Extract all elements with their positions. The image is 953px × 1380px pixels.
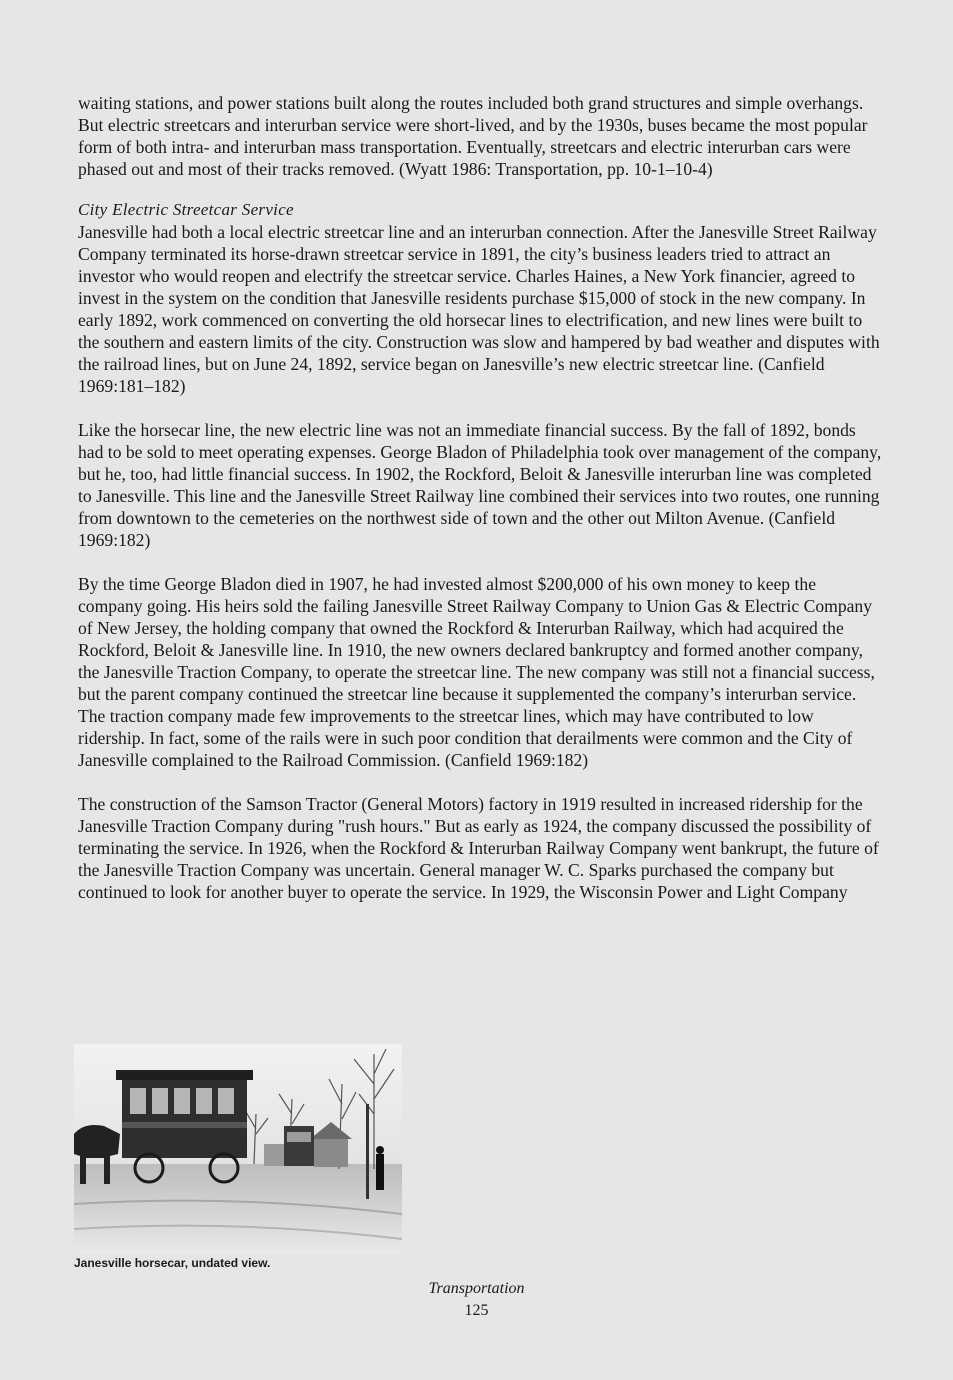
paragraph-3: By the time George Bladon died in 1907, he had invested almost $200,000 of his own money to keep the company going. His heirs sold the failing Janesville Street Railway Company to Union Gas & Electric Company of New Jersey, the holding company that owned the Rockford & Interurban Railway, which had acquired the Rockford, Beloit & Janesville line. In 1910, the new owners declared bankruptcy and formed another company, the Janesville Traction Company, to operate the streetcar line. The new company was still not a financial success, but the parent company continued the streetcar line because it supplemented the company’s interurban service. The traction company made few improvements to the streetcar lines, which may have contributed to low ridership. In fact, some of the rails were in such poor condition that derailments were common and the City of Janesville complained to the Railroad Commission. (Canfield 1969:182)	[78, 574, 875, 770]
footer-section-title: Transportation	[428, 1280, 525, 1297]
intro-paragraph: waiting stations, and power stations built along the routes included both grand structures and simple overhangs. But electric streetcars and interurban service were short-lived, and by the 1930s, buses became the most popular form of both intra- and interurban mass transportation. Eventually, streetcars and electric interurban cars were phased out and most of their tracks removed. (Wyatt 1986: Transportation, pp. 10-1–10-4)	[78, 93, 868, 179]
horsecar-photo	[74, 1044, 402, 1254]
photo-caption: Janesville horsecar, undated view.	[74, 1256, 271, 1270]
section-heading: City Electric Streetcar Service	[78, 200, 294, 219]
paragraph-1: Janesville had both a local electric streetcar line and an interurban connection. After the Janesville Street Railway Company terminated its horse-drawn streetcar service in 1891, the city’s business leaders tried to attract an investor who would reopen and electrify the streetcar service. Charles Haines, a New York financier, agreed to invest in the system on the condition that Janesville residents purchase $15,000 of stock in the new company. In early 1892, work commenced on converting the old horsecar lines to electrification, and new lines were built to the southern and eastern limits of the city. Construction was slow and hampered by bad weather and disputes with the railroad lines, but on June 24, 1892, service began on Janesville’s new electric streetcar line. (Canfield 1969:181–182)	[78, 222, 880, 396]
body-text	[78, 92, 883, 925]
paragraph-4: The construction of the Samson Tractor (General Motors) factory in 1919 resulted in increased ridership for the Janesville Traction Company during "rush hours." But as early as 1924, the company discussed the possibility of terminating the service. In 1926, when the Rockford & Interurban Railway Company went bankrupt, the future of the Janesville Traction Company was uncertain. General manager W. C. Sparks purchased the company but continued to look for another buyer to operate the service. In 1929, the Wisconsin Power and Light Company	[78, 794, 879, 902]
page-number: 125	[464, 1302, 489, 1319]
paragraph-2: Like the horsecar line, the new electric line was not an immediate financial success. By the fall of 1892, bonds had to be sold to meet operating expenses. George Bladon of Philadelphia took over management of the company, but he, too, had little financial success. In 1902, the Rockford, Beloit & Janesville interurban line was completed to Janesville. This line and the Janesville Street Railway line combined their services into two routes, one running from downtown to the cemeteries on the northwest side of town and the other out Milton Avenue. (Canfield 1969:182)	[78, 420, 882, 550]
